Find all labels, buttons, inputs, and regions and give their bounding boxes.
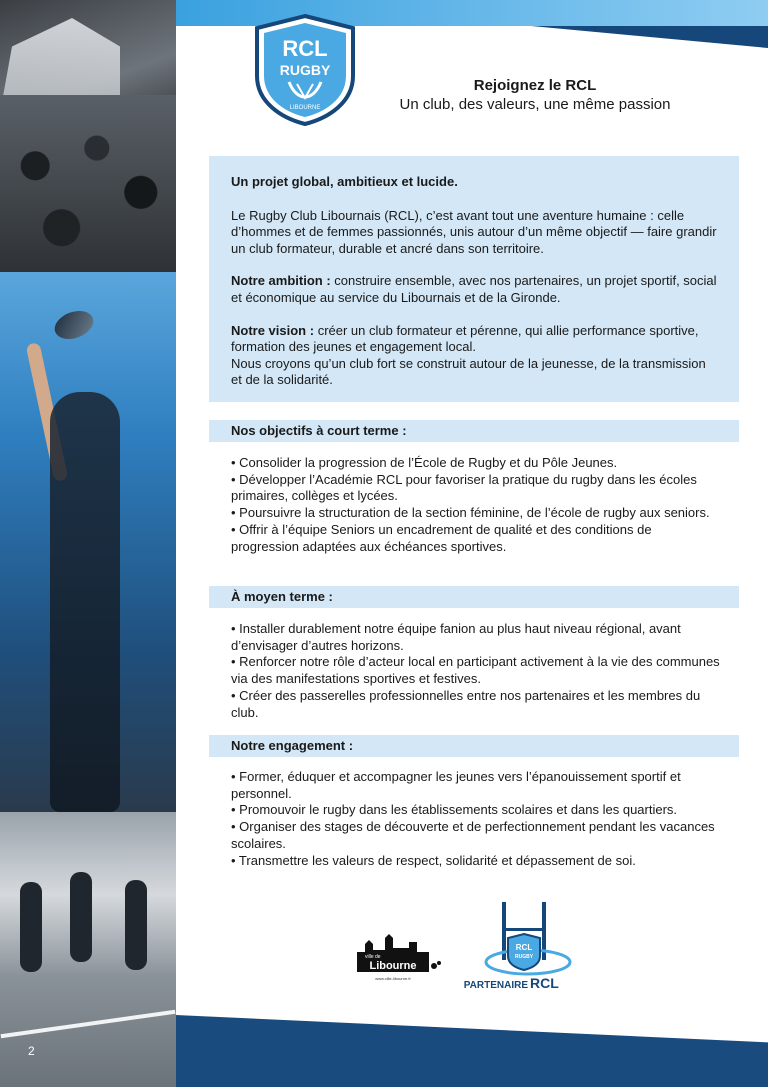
rcl-shield-logo (253, 14, 357, 126)
photo-strip (0, 0, 176, 1087)
crowd-shape (0, 95, 176, 272)
logo-libourne-text: LIBOURNE (289, 105, 321, 111)
womens-match-photo (0, 812, 176, 1087)
rugby-ball (51, 306, 97, 344)
libourne-tag: ville de (365, 954, 381, 960)
partner-shield-rcl: RCL (515, 943, 533, 952)
event-crowd-photo (0, 0, 176, 272)
section-header-short-term: Nos objectifs à court terme : (209, 420, 739, 442)
list-item: • Organiser des stages de découverte et de perfectionnement pendant les vacances scolaires. (231, 819, 715, 851)
list-item: • Renforcer notre rôle d’acteur local en participant activement à la vie des communes via des manifestations sportives et festives. (231, 654, 720, 687)
intro-lead: Un projet global, ambitieux et lucide. (231, 174, 458, 189)
vision-paragraph (231, 323, 717, 389)
headline (380, 77, 690, 113)
page-number: 2 (28, 1044, 35, 1058)
vision-text: créer un club formateur et pérenne, qui allie performance sportive, formation des jeunes et engagement local. (231, 322, 699, 355)
ambition-label: Notre ambition : (231, 273, 331, 289)
commitment-list (231, 769, 721, 869)
list-item: • Consolider la progression de l’École de Rugby et du Pôle Jeunes. (231, 455, 618, 470)
lineout-photo (0, 272, 176, 812)
ambition-text: construire ensemble, avec nos partenaires, un projet sportif, social et économique au service du Libournais et de la Gironde. (231, 273, 717, 305)
logo-rcl-text: RCL (282, 36, 328, 61)
section-header-mid-term: À moyen terme : (209, 586, 739, 608)
section-header-commitment: Notre engagement : (209, 735, 739, 757)
vision-label: Notre vision : (231, 322, 315, 338)
intro-paragraph: Le Rugby Club Libournais (RCL), c’est avant tout une aventure humaine : celle d’hommes et de femmes passionnés, unis autour d’un même objectif — faire grandir un club formateur, durable et ancré dans son territoire. (231, 207, 717, 256)
partner-shield-rugby: RUGBY (514, 954, 534, 960)
partner-prefix: PARTENAIRE (463, 980, 528, 991)
list-item: • Installer durablement notre équipe fanion au plus haut niveau régional, avant d’envisager d’autres horizons. (231, 621, 681, 653)
list-item: • Transmettre les valeurs de respect, solidarité et dépassement de soi. (231, 852, 636, 868)
page-subtitle: Un club, des valeurs, une même passion (399, 96, 671, 113)
vision-text-2: Nous croyons qu’un club fort se construit autour de la jeunesse, de la transmission et de la solidarité. (231, 355, 706, 388)
mid-term-list (231, 621, 721, 721)
libourne-url: www.ville-libourne.fr (375, 976, 411, 981)
runner-silhouette (125, 880, 147, 970)
player-silhouette (50, 392, 120, 812)
runner-silhouette (70, 872, 92, 962)
page-title: Rejoignez le RCL (473, 77, 597, 94)
short-term-list (231, 455, 721, 555)
partenaire-rcl-logo (463, 898, 588, 994)
partner-suffix: RCL (530, 975, 559, 991)
ambition-paragraph (231, 273, 717, 306)
footer-band (176, 1015, 768, 1087)
list-item: • Développer l’Académie RCL pour favoriser la pratique du rugby dans les écoles primaires, collèges et lycées. (231, 471, 697, 504)
runner-silhouette (20, 882, 42, 972)
list-item: • Créer des passerelles professionnelles entre nos partenaires et les membres du club. (231, 687, 701, 720)
list-item: • Poursuivre la structuration de la section féminine, de l’école de rugby aux seniors. (231, 505, 710, 521)
libourne-logo (355, 930, 443, 986)
field-line (1, 1010, 176, 1038)
libourne-name: Libourne (369, 960, 417, 972)
logo-rugby-text: RUGBY (279, 62, 331, 78)
list-item: • Offrir à l’équipe Seniors un encadrement de qualité et des conditions de progression adaptées aux échéances sportives. (231, 521, 652, 554)
list-item: • Former, éduquer et accompagner les jeunes vers l’épanouissement sportif et personnel. (231, 769, 681, 801)
intro-box (209, 156, 739, 402)
list-item: • Promouvoir le rugby dans les établissements scolaires et dans les quartiers. (231, 802, 678, 818)
